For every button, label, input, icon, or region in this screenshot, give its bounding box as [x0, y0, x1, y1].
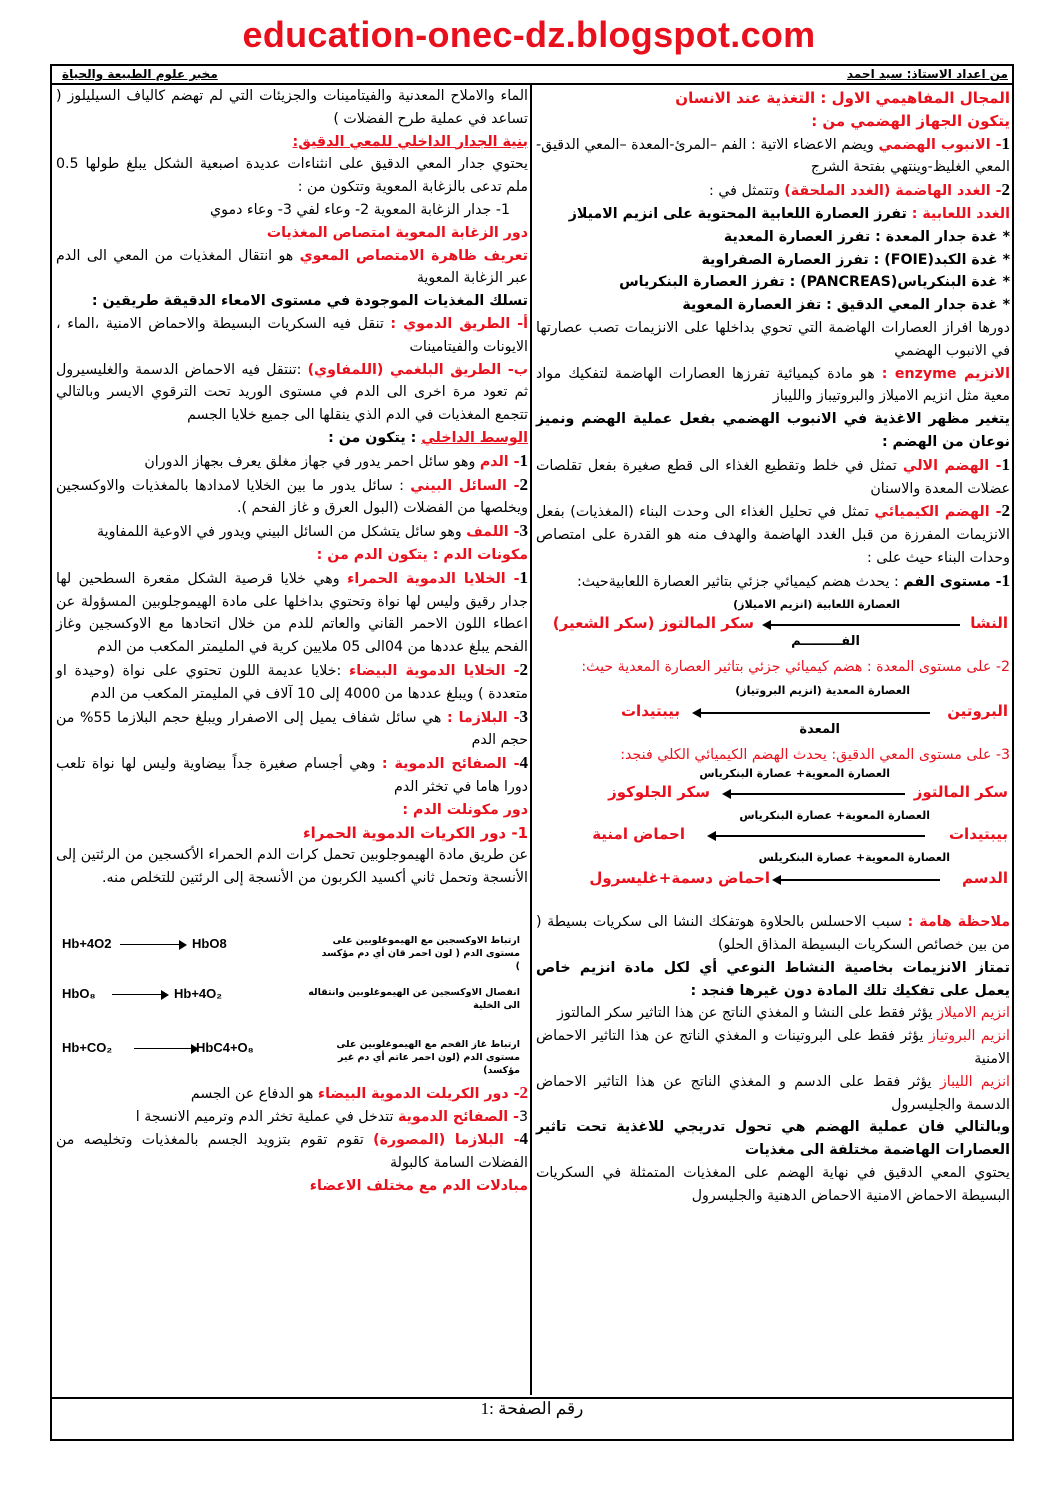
page-footer [52, 1397, 1012, 1439]
rbc-role-heading: 1- دور الكريات الدموية الحمراء [302, 823, 528, 842]
internal-paragraph: الوسط الداخلي : يتكون من : [328, 429, 528, 446]
salivary-paragraph: الغدد اللعابية : تفرز العصارة اللعابية المحتوية على انزيم الاميلاز [568, 205, 1010, 222]
reaction-substrate: البروتين [947, 702, 1008, 721]
villi-role: دور الزغابة المعوية امتصاص المغذيات [266, 224, 528, 241]
glands-paragraph: 2- الغدد الهاضمة (الغدد الملحقة) وتتمثل في : [709, 180, 1010, 200]
reaction-product: احماض دسمة+غليسرول [589, 869, 770, 888]
intro-paragraph: الماء والاملاح المعدنية والفيتامينات والجزيئات التي لم تهضم كالياف السيليلوز ( تساعد في عملية طرح الفضلات ) [56, 88, 528, 127]
blood-path-paragraph: أ- الطريق الدموي : تنقل فيه السكريات البسيطة والاحماض الامنية ،الماء ، الايونات والفيتامينات [56, 315, 528, 355]
mouth-paragraph: 1- مستوى الفم : يحدث هضم كيميائي جزئي بتاثير العصارة اللعابيةحيث: [576, 570, 1010, 590]
reaction-product: بيبتيدات [620, 702, 680, 721]
plasma-paragraph: 3- البلازما : هي سائل شفاف يميل إلى الاصفرار ويبلغ حجم البلازما 55% من حجم الدم [56, 706, 529, 749]
hb-product: HbO8 [192, 935, 227, 951]
lipase-paragraph: انزيم الليباز يؤثر فقط على الدسم و المغذي الناتج عن هذا التاثير الاحماض الدسمة والجليسرول [536, 1073, 1010, 1113]
tube-paragraph: 1- الانبوب الهضمي ويضم الاعضاء الاتية : الفم –المرئ-المعدة –المعي الدقيق-المعي الغليظ-وينتهي بفتحة الشرج [536, 133, 1010, 176]
hb-reaction [56, 984, 528, 1038]
change-heading: يتغير مظهر الاغذية في الانبوب الهضمي بفعل عملية الهضم ونميز نوعان من الهضم : [536, 411, 1010, 450]
site-title: education-onec-dz.blogspot.com [242, 14, 816, 55]
reaction-substrate: النشا [970, 613, 1008, 632]
platelets-role-paragraph: 3- الصفائح الدموية تتدخل في عملية تخثر الدم وترميم الانسجة ا [135, 1108, 528, 1125]
lab-line: مخبر علوم الطبيعة والحياة [62, 67, 218, 81]
gland-item: * غدة البنكرياس(PANCREAS) : تفرز العصارة البنكرياس [619, 274, 1010, 291]
reaction-agent: العصارة المعوية+ عصارة البنكرياس [739, 809, 930, 823]
arrow-left-icon [770, 624, 960, 626]
hb-reactant: Hb+CO₂ [62, 1039, 113, 1055]
platelets-paragraph: 4- الصفائح الدموية : وهي أجسام صغيرة جداً بيضاوية وليس لها نواة تلعب دورا هاما في تخثر الدم [56, 753, 528, 795]
lymph-paragraph: 3- اللمف وهو سائل يتشكل من السائل البيني ويدور في الاوعية اللمفاوية [97, 521, 528, 541]
reaction-mouth [536, 594, 1010, 656]
reaction-intestine [536, 767, 1010, 809]
note-paragraph: ملاحظة هامة : سبب الاحسلس بالحلاوة هوتفكك النشا الى سكريات بسيطة ( من بين خصائص السكريات البسيطة المذاق الحلو) [536, 914, 1011, 953]
reaction-agent: العصارة المعوية+ عصارة البنكرياس [699, 767, 890, 781]
reaction-substrate: بيبتيدات [948, 825, 1008, 844]
hb-reactant: Hb+4O2 [62, 935, 112, 951]
wbc-paragraph: 2- الخلايا الدموية البيضاء :خلايا عديمة اللون تحتوي على نواة (وحيدة او متعددة ) ويبلغ عددها من 4000 إلى 10 آلاف في المليمتر المكعب من الدم [56, 659, 528, 702]
lymph-path-paragraph: ب- الطريق البلغمي (اللمفاوي) :تنتقل فيه الاحماض الدسمة والغليسيرول ثم تعود مرة اخرى الى الدم في مستوى الوريد تحت الترقوي الايسر وبالتالي تتجمع المغذيات في الدم الذي ينقلها الى جميع خلايا الجسم [56, 361, 528, 424]
gland-item: * غدة الكبد(FOIE) : تفرز العصارة الصفراوية [701, 251, 1010, 268]
reaction-stomach [536, 678, 1010, 744]
reaction-agent: العصارة اللعابية (انزيم الاميلاز) [733, 597, 900, 611]
hb-reaction [56, 934, 528, 984]
reaction-product: سكر المالتوز (سكر الشعير) [552, 613, 754, 632]
reaction-product: سكر الجلوكوز [608, 783, 710, 802]
left-column [52, 85, 532, 1395]
rbc-role-paragraph: عن طريق مادة الهيموجلوبين تحمل كرات الدم الحمراء الأكسجين من الرئتين إلى الأنسجة وتحمل ثاني أكسيد الكربون من الأنسجة إلى الرئتين للتخلص منه. [56, 847, 528, 887]
page-number: رقم الصفحة :1 [480, 1399, 584, 1418]
arrow-right-icon [112, 994, 162, 996]
wall-paragraph: يحتوي جدار المعي الدقيق على انثناءات عديدة اصبعية الشكل يبلغ طولها 0.5 ملم تدعى بالزغابة المعوية وتتكون من : [56, 156, 528, 196]
arrow-right-icon [134, 1048, 192, 1050]
arrow-left-icon [730, 793, 905, 795]
arrow-left-icon [715, 835, 925, 837]
reaction-product: احماض امنية [592, 825, 685, 844]
arrow-right-icon [120, 944, 180, 946]
reaction-place: الفـــــــــم [791, 633, 860, 649]
reaction-substrate: سكر المالتوز [913, 783, 1008, 802]
document-frame [50, 64, 1014, 1441]
protease-paragraph: انزيم البروتياز يؤثر فقط على البروتينات و المغذي الناتج عن هذا التاثير الاحماض الامنية [536, 1028, 1010, 1067]
roles-heading: دور مكونلت الدم : [402, 801, 528, 818]
blood-paragraph: 1- الدم وهو سائل احمر يدور في جهاز مغلق يعرف بجهاز الدوران [144, 450, 528, 470]
domain-title: المجال المفاهيمي الاول : التغذية عند الانسان [675, 89, 1010, 107]
exchanges-heading: مبادلات الدم مع مختلف الاعضاء [309, 1178, 528, 1195]
author-line: من اعداد الاستاذ: سيد احمد [846, 67, 1008, 81]
reaction-substrate: الدسم [962, 869, 1008, 888]
role-paragraph: دورها افراز العصارات الهاضمة التي تحوي بداخلها على الانزيمات تصب عصارتها في الانبوب الهضمي [536, 319, 1010, 359]
mechanical-paragraph: 1- الهضم الالي تمثل في خلط وتقطيع الغذاء الى قطع صغيرة بفعل تقلصات عضلات المعدة والاسنان [536, 454, 1010, 497]
hb-description: ارتباط غاز الفحم مع الهيموغلوبين على مستوى الدم (لون احمر عاتم أي دم غير مؤكسد) [336, 1038, 520, 1076]
document-header [52, 66, 1012, 85]
reaction-intestine [536, 851, 1010, 911]
hb-product: HbC4+O₈ [196, 1039, 254, 1055]
hb-reactant: HbO₈ [62, 985, 96, 1001]
hb-product: Hb+4O₂ [174, 985, 223, 1001]
hb-description: انفصال الاوكسجين عن الهيموغلوبين وانتقاله الى الخلية [308, 986, 520, 1011]
specificity-heading: تمتاز الانزيمات بخاصية النشاط النوعي أي لكل مادة انزيم خاص يعمل على تفكيك تلك المادة دون غيرها فنجد : [536, 959, 1010, 999]
conclusion-paragraph: وبالتالي فان عملية الهضم هي تحول تدريجي للاغذية تحت تاثير العصارات الهاضمة مختلفة الى مغذيات [536, 1119, 1010, 1159]
components-heading: مكونات الدم : يتكون الدم من : [316, 546, 528, 563]
plasma-role-paragraph: 4- البلازما (المصورة) تقوم تقوم بتزويد الجسم بالمغذيات وتخليصه من الفضلات السامة كالبولة [56, 1129, 529, 1172]
amylase-paragraph: انزيم الاميلاز يؤثر فقط على النشا و المغذي الناتج عن هذا التاثير سكر المالتوز [557, 1005, 1010, 1022]
reaction-agent: العصارة المعوية+ عصارة البنكريلس [758, 851, 950, 865]
interstitial-paragraph: 2- السائل البيني : سائل يدور ما بين الخلايا لامدادها بالمغذيات والاوكسجين ويخلصها من الفضلات (البول العرق و غاز الفحم ). [56, 474, 528, 517]
reaction-intestine [536, 809, 1010, 851]
stomach-line: 2- على مستوى المعدة : هضم كيميائي جزئي بتاثير العصارة المعدية حيث: [581, 658, 1010, 675]
reaction-agent: العصارة المعدية (انزيم البروتياز) [735, 684, 910, 698]
hb-description: ارتباط الاوكسجين مع الهيموغلوبين على مستوى الدم ( لون احمر قان أي دم مؤكسد ) [321, 934, 520, 972]
arrow-left-icon [780, 879, 940, 881]
system-heading: يتكون الجهاز الهضمي من : [811, 111, 1010, 130]
enzyme-paragraph: الانزيم enzyme : هو مادة كيميائية تفرزها العصارات الهاضمة لتفكيك مواد معية مثل انزيم الاميلاز والبروتيباز والليباز [536, 365, 1010, 405]
right-column [530, 85, 1012, 1395]
rbc-paragraph: 1- الخلايا الدموية الحمراء وهي خلايا قرصية الشكل مقعرة السطحين لها جدار رقيق وليس لها نواة وتحتوي بداخلها على مادة الهيموجلوبين المسؤولة عن اعطاء اللون الاحمر القاني والعاتم للدم من خلال اتحادها مع الاوكسجين وغاز الفحم يبلغ عددها من 04الى 05 ملايين كرية في المليمتر المكعب من الدم [56, 567, 528, 656]
gland-item: * غدة جدار المعي الدقيق : تفز العصارة المعوية [682, 297, 1010, 314]
intestine-line: 3- على مستوى المعي الدقيق: يحدث الهضم الكيميائي الكلي فنجد: [620, 747, 1010, 764]
absorption-paragraph: تعريف ظاهرة الامتصاص المعوي هو انتقال المغذيات من المعي الى الدم عبر الزغابة المعوية [56, 247, 528, 287]
gland-item: * غدة جدار المعدة : تفرز العصارة المعدية [723, 228, 1010, 245]
paths-heading: تسلك المغذيات الموجودة في مستوى الامعاء الدقيقة طريقين : [91, 293, 528, 310]
wall-heading: بنية الجدار الداخلي للمعي الدقيق: [292, 133, 528, 150]
chemical-paragraph: 2- الهضم الكيميائي تمثل في تحليل الغذاء الى وحدت البناء (المغذيات) بفعل الانزيمات المفرزة من قبل الغدد الهاضمة والهدف منه هو القدرة على امتصاص وحدات البناء حيث على : [536, 501, 1010, 566]
final-paragraph: يحتوي المعي الدقيق في نهاية الهضم على المغذيات المتمثلة في السكريات البسيطة الاحماض الامنية الاحماض الدهنية والجليسرول [536, 1164, 1010, 1204]
wall-parts: 1- جدار الزغابة المعوية 2- وعاء لفي 3- وعاء دموي [210, 201, 510, 218]
arrow-left-icon [700, 712, 930, 714]
reaction-place: المعدة [799, 722, 840, 738]
hb-reaction [56, 1038, 528, 1082]
wbc-role-paragraph: 2- دور الكريلت الدموية البيضاء هو الدفاع عن الجسم [190, 1082, 528, 1102]
